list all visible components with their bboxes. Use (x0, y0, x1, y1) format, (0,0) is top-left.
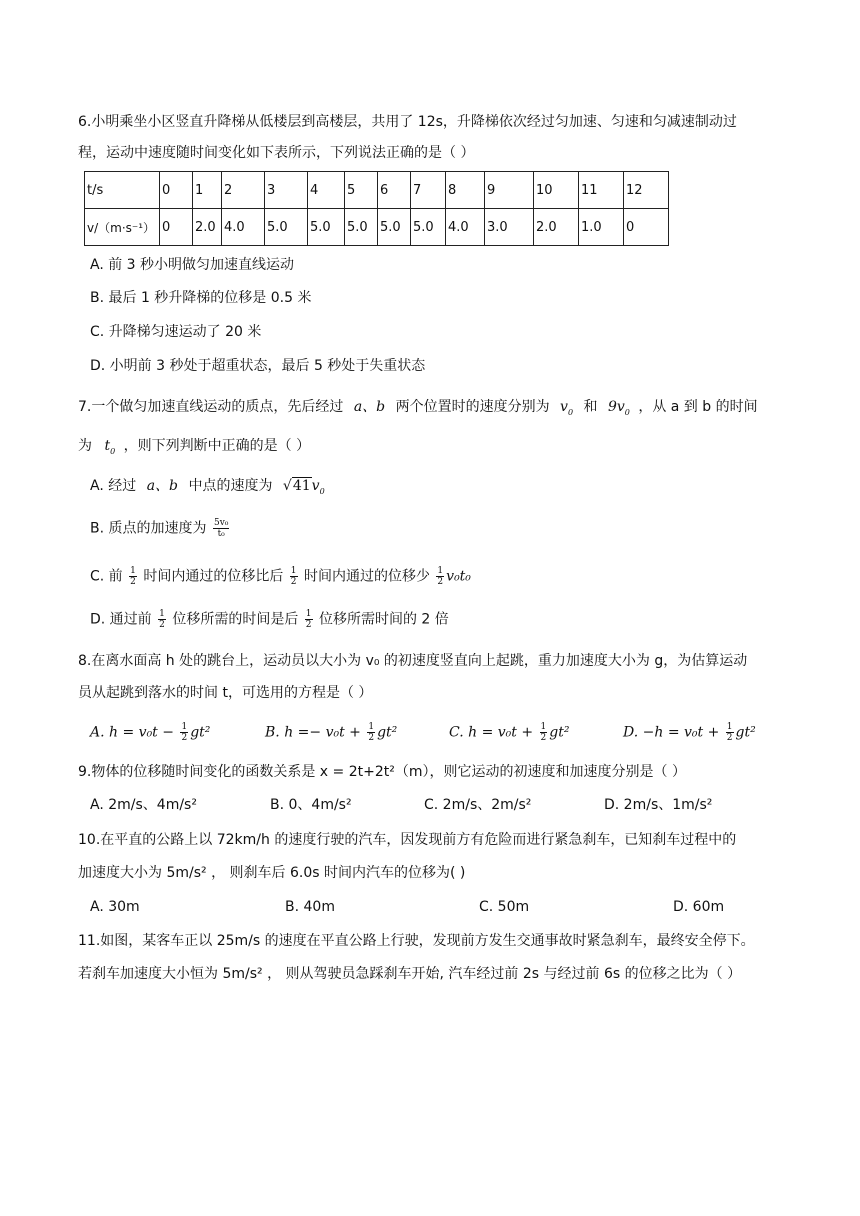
denominator: 2 (305, 620, 312, 630)
numerator: 1 (368, 722, 375, 732)
q6-stem-line2: 程，运动中速度随时间变化如下表所示，下列说法正确的是（ ） (78, 145, 475, 161)
fraction-half (305, 609, 313, 630)
table-cell: 7 (411, 172, 446, 209)
denominator: 2 (290, 577, 297, 587)
q8-option-b (265, 722, 397, 743)
table-cell: 0 (160, 209, 193, 246)
table-cell: 0 (624, 209, 669, 246)
table-cell: 2.0 (534, 209, 579, 246)
denominator: 2 (181, 733, 188, 743)
q7-option-c (90, 566, 471, 587)
q7-text: 7.一个做匀加速直线运动的质点，先后经过 (78, 399, 344, 415)
denominator: 2 (726, 733, 733, 743)
equation: C. ℎ = v₀t + (449, 724, 534, 741)
v-symbol: v (560, 399, 568, 415)
q6-option-b: B. 最后 1 秒升降梯的位移是 0.5 米 (90, 290, 312, 306)
q6-option-c: C. 升降梯匀速运动了 20 米 (90, 324, 262, 340)
denominator: 2 (540, 733, 547, 743)
q7-text: ，从 a 到 b 的时间 (638, 399, 758, 415)
q7-option-d (90, 609, 449, 630)
q7-option-a (90, 476, 325, 502)
q7-text: 时间内通过的位移少 (303, 568, 430, 585)
table-cell: 2 (222, 172, 265, 209)
fraction-half (436, 566, 444, 587)
table-cell: 5.0 (378, 209, 411, 246)
table-cell: 6 (378, 172, 411, 209)
fraction (213, 518, 229, 539)
fraction-half (180, 722, 188, 743)
table-row (85, 172, 669, 209)
table-cell: 1.0 (579, 209, 624, 246)
fraction-half (540, 722, 548, 743)
table-cell: 4 (308, 172, 345, 209)
gt-squared: gt² (735, 724, 756, 741)
equation: D. −ℎ = v₀t + (623, 724, 720, 741)
q7-stem-line2 (78, 436, 310, 462)
q7-text: 位移所需时间的 2 倍 (318, 611, 449, 628)
q10-option-d: D. 60m (673, 899, 725, 915)
table-cell: 3 (265, 172, 308, 209)
q10-stem-line1: 10.在平直的公路上以 72km/h 的速度行驶的汽车，因发现前方有危险而进行紧急刹车，已知刹车过程中的 (78, 832, 737, 848)
q10-option-b: B. 40m (285, 899, 335, 915)
q8-option-d (623, 722, 756, 743)
q8-option-a (90, 722, 210, 743)
fraction-half (129, 566, 137, 587)
math-expression: v₀t₀ (446, 568, 471, 585)
q7-text: A. 经过 (90, 478, 137, 494)
q10-option-a: A. 30m (90, 899, 140, 915)
numerator: 1 (159, 609, 165, 619)
q7-text: 位移所需的时间是后 (172, 611, 299, 628)
velocity-time-table (84, 171, 669, 246)
q9-option-c: C. 2m/s、2m/s² (424, 797, 532, 813)
gt-squared: gt² (190, 724, 211, 741)
q7-stem-line1 (78, 397, 758, 423)
table-cell: 5.0 (345, 209, 378, 246)
table-cell: 11 (579, 172, 624, 209)
fraction-half (290, 566, 298, 587)
numerator: 1 (130, 566, 136, 576)
numerator: 1 (305, 609, 312, 619)
q9-option-a: A. 2m/s、4m/s² (90, 797, 197, 813)
q7-t0 (104, 438, 115, 454)
table-cell: 4.0 (222, 209, 265, 246)
equation: B. ℎ =− v₀t + (265, 724, 361, 741)
gt-squared: gt² (377, 724, 398, 741)
q6-option-a: A. 前 3 秒小明做匀加速直线运动 (90, 257, 295, 273)
table-cell: 1 (193, 172, 222, 209)
q7-v0 (560, 399, 573, 415)
numerator: 5v₀ (213, 518, 229, 528)
v-symbol: v (311, 478, 320, 494)
table-row (85, 209, 669, 246)
q7-9v0 (608, 399, 630, 415)
table-cell: 10 (534, 172, 579, 209)
t-symbol: t (104, 438, 111, 454)
table-cell: 5.0 (411, 209, 446, 246)
q7-text: C. 前 (90, 568, 123, 585)
q9-stem: 9.物体的位移随时间变化的函数关系是 x = 2t+2t²（m），则它运动的初速度和加速度分别是（ ） (78, 764, 686, 780)
subscript: 0 (319, 486, 325, 496)
sqrt-expression: $√41v_0$ (282, 478, 325, 496)
numerator: 1 (540, 722, 547, 732)
numerator: 1 (290, 566, 297, 576)
q7-text: ，则下列判断中正确的是（ ） (123, 438, 311, 454)
q8-stem-line2: 员从起跳到落水的时间 t，可选用的方程是（ ） (78, 685, 373, 701)
q6-option-d: D. 小明前 3 秒处于超重状态，最后 5 秒处于失重状态 (90, 358, 426, 374)
numerator: 1 (437, 566, 444, 576)
denominator: 2 (130, 577, 136, 587)
q7-option-b (90, 518, 231, 539)
table-cell: 4.0 (446, 209, 485, 246)
q7-text: D. 通过前 (90, 611, 152, 628)
q7-text: 中点的速度为 (188, 478, 273, 494)
table-cell: 9 (485, 172, 534, 209)
subscript: 0 (624, 407, 630, 417)
subscript: 0 (567, 407, 574, 417)
radicand: 41 (292, 478, 311, 494)
table-cell: 2.0 (193, 209, 222, 246)
q7-text: 为 (78, 438, 92, 454)
q6-stem-line1: 6.小明乘坐小区竖直升降梯从低楼层到高楼层，共用了 12s，升降梯依次经过匀加速、匀速和匀减速制动过 (78, 114, 737, 130)
table-cell: 12 (624, 172, 669, 209)
q11-stem-line1: 11.如图，某客车正以 25m/s 的速度在平直公路上行驶，发现前方发生交通事故时紧急刹车，最终安全停下。 (78, 933, 755, 949)
table-header-v: v/（m·s⁻¹） (85, 209, 160, 246)
denominator: 2 (159, 620, 165, 630)
table-cell: 3.0 (485, 209, 534, 246)
table-cell: 5 (345, 172, 378, 209)
q7-text: 和 (583, 399, 598, 415)
table-header-t: t/s (85, 172, 160, 209)
q9-option-b: B. 0、4m/s² (270, 797, 352, 813)
denominator: 2 (368, 733, 375, 743)
equation: A. ℎ = v₀t − (90, 724, 174, 741)
denominator: t₀ (217, 529, 225, 539)
denominator: 2 (437, 577, 444, 587)
gt-squared: gt² (549, 724, 570, 741)
v-symbol: 9v (607, 399, 625, 415)
q9-option-d: D. 2m/s、1m/s² (604, 797, 713, 813)
q8-option-c (449, 722, 569, 743)
fraction-half (367, 722, 375, 743)
fraction-half (726, 722, 734, 743)
q7-text: 时间内通过的位移比后 (143, 568, 284, 585)
q11-stem-line2: 若刹车加速度大小恒为 5m/s² ， 则从驾驶员急踩刹车开始, 汽车经过前 2s 与经过前 6s 的位移之比为（ ） (78, 966, 742, 982)
subscript: 0 (110, 446, 116, 456)
table-cell: 8 (446, 172, 485, 209)
q10-option-c: C. 50m (479, 899, 530, 915)
q7-ab: a、b (146, 478, 178, 494)
q10-stem-line2: 加速度大小为 5m/s² ， 则刹车后 6.0s 时间内汽车的位移为( ) (78, 865, 466, 881)
table-cell: 5.0 (308, 209, 345, 246)
table-cell: 0 (160, 172, 193, 209)
numerator: 1 (726, 722, 733, 732)
q8-stem-line1: 8.在离水面高 h 处的跳台上，运动员以大小为 v₀ 的初速度竖直向上起跳，重力加速度大小为 g，为估算运动 (78, 653, 748, 669)
table-cell: 5.0 (265, 209, 308, 246)
numerator: 1 (181, 722, 188, 732)
q7-ab: a、b (353, 399, 386, 415)
q7-text: B. 质点的加速度为 (90, 520, 207, 537)
q7-text: 两个位置时的速度分别为 (395, 399, 550, 415)
fraction-half (158, 609, 166, 630)
